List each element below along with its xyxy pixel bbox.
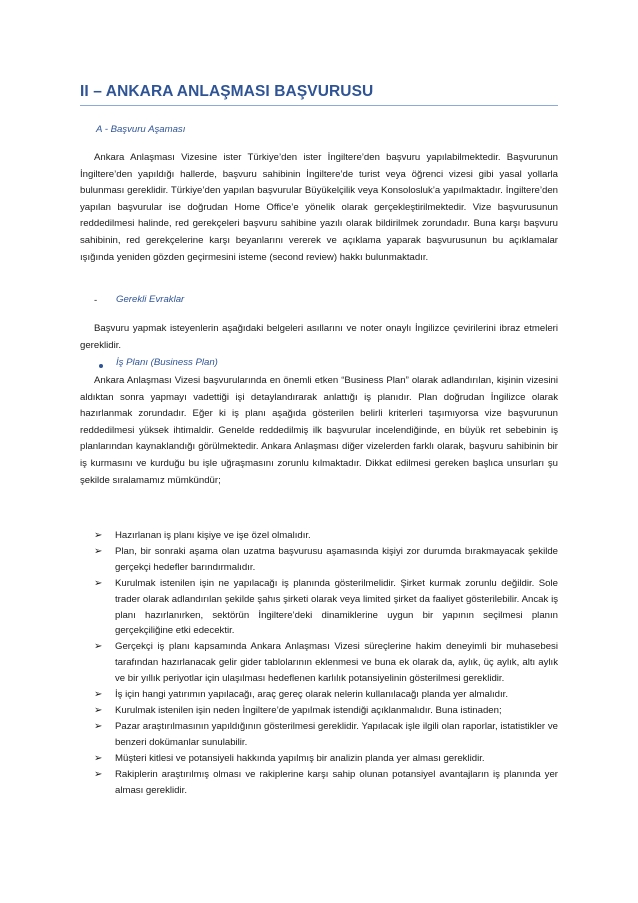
arrow-bullet-icon: ➢ bbox=[94, 704, 103, 716]
section-a-heading: A - Başvuru Aşaması bbox=[96, 124, 186, 135]
arrow-bullet-icon: ➢ bbox=[94, 689, 103, 701]
arrow-bullet-icon: ➢ bbox=[94, 752, 103, 764]
arrow-bullet-icon: ➢ bbox=[94, 530, 103, 541]
arrow-bullet-icon: ➢ bbox=[94, 720, 103, 732]
list-item bbox=[94, 544, 558, 576]
list-item bbox=[94, 639, 558, 687]
business-plan-paragraph: Ankara Anlaşması Vizesi başvurularında en önemli etken “Business Plan” olarak adlandırılan, kişinin vizesini aldıktan sonra yapmayı vadettiği işi detaylandırarak anlattığı iş planıdır. Plan doğrudan İngilizce olarak hazırlanmak zorundadır. Eğer ki iş planı aşağıda gösterilen belirli kriterleri taşımıyorsa vize başvurunun reddedilmesi yüksek ihtimaldir. Genelde reddedilmiş ilk başvurular incelendiğinde, en büyük ret sebebinin iş planlarından kaynaklandığı görülmektedir. Ankara Anlaşması diğer vizelerden farklı olarak, başvuru sahibinin bir iş kurmasını ve kurduğu bu işle uğraşmasını zorunlu kılmaktadır. Dikkat edilmesi gereken başlıca unsurları şu şekilde sıralamamız mümkündür; bbox=[80, 375, 558, 486]
list-item-text: Rakiplerin araştırılmış olması ve rakiplerine karşı sahip olunan potansiyel avantajların iş planında yer alması gereklidir. bbox=[115, 768, 558, 796]
bullet-dot-icon bbox=[99, 364, 103, 368]
required-docs-heading: Gerekli Evraklar bbox=[116, 294, 185, 305]
list-item bbox=[94, 751, 558, 767]
arrow-bullet-icon: ➢ bbox=[94, 577, 103, 589]
list-item-text: İş için hangi yatırımın yapılacağı, araç gereç olarak nelerin kullanılacağı planda yer almalıdır. bbox=[115, 689, 509, 701]
list-item-text: Hazırlanan iş planı kişiye ve işe özel olmalıdır. bbox=[115, 530, 311, 541]
page-title: II – ANKARA ANLAŞMASI BAŞVURUSU bbox=[80, 83, 374, 100]
list-item bbox=[94, 528, 558, 544]
list-item-text: Pazar araştırılmasının yapıldığının gösterilmesi gereklidir. Yapılacak işle ilgili olan raporlar, istatistikler ve benzeri dokümanlar sunulabilir. bbox=[115, 720, 558, 748]
list-item bbox=[94, 576, 558, 640]
list-item-text: Müşteri kitlesi ve potansiyeli hakkında yapılmış bir analizin planda yer alması gereklidir. bbox=[115, 752, 485, 764]
dash-marker: - bbox=[94, 295, 98, 306]
criteria-list bbox=[94, 528, 558, 798]
docs-paragraph: Başvuru yapmak isteyenlerin aşağıdaki belgeleri asıllarını ve noter onaylı İngilizce çevirilerini ibraz etmeleri gereklidir. bbox=[80, 323, 558, 351]
list-item bbox=[94, 767, 558, 799]
title-underline bbox=[80, 105, 558, 106]
arrow-bullet-icon: ➢ bbox=[94, 545, 103, 557]
arrow-bullet-icon: ➢ bbox=[94, 641, 103, 653]
list-item-text: Kurulmak istenilen işin neden İngiltere’de yapılmak istendiği açıklanmalıdır. Buna istinaden; bbox=[115, 704, 502, 716]
list-item-text: Kurulmak istenilen işin ne yapılacağı iş planında gösterilmelidir. Şirket kurmak zorunlu değildir. Sole trader olarak adlandırılan şekilde şahıs şirketi olarak veya limited şirket da faaliyet gösterilebilir. Ancak iş planı hazırlanırken, sektörün İngiltere’deki dinamiklerine uygun bir yapının seçilmesi planın gerçekçiliğine etki edecektir. bbox=[115, 577, 558, 637]
list-item bbox=[94, 703, 558, 719]
arrow-bullet-icon: ➢ bbox=[94, 768, 103, 780]
intro-paragraph: Ankara Anlaşması Vizesine ister Türkiye’den ister İngiltere’den başvuru yapılabilmektedir. Başvurunun İngiltere’den yapıldığı hallerde, başvuru sahibinin İngiltere’de turist veya öğrenci vizesi gibi yasal yollarla bulunması gereklidir. Türkiye’den yapılan başvurular Büyükelçilik veya Konsolosluk’a yapılmaktadır. İngiltere’den yapılan başvurular ise doğrudan Home Office’e yönelik olarak gerçekleştirilmektedir. Vize başvurusunun reddedilmesi halinde, red gerekçeleri başvuru sahibine yazılı olarak bildirilmek zorundadır. Buna karşı başvuru sahibinin, red gerekçelerine karşı beyanlarını vererek ve açıklama yaparak başvurusunun bu açıklamalar ışığında yeniden gözden geçirmesini isteme (second review) hakkı bulunmaktadır. bbox=[80, 152, 558, 263]
list-item-text: Gerçekçi iş planı kapsamında Ankara Anlaşması Vizesi süreçlerine hakim deneyimli bir muhasebesi tarafından hazırlanacak gelir gider tablolarının eklenmesi ve buna ek olarak da, aylık, üç aylık, altı aylık ve bir yıllık periyotlar için ulaşılması hedeflenen karlılık potansiyelinin gösterilmesi gereklidir. bbox=[115, 641, 558, 685]
list-item bbox=[94, 719, 558, 751]
list-item bbox=[94, 687, 558, 703]
list-item-text: Plan, bir sonraki aşama olan uzatma başvurusu aşamasında kişiyi zor durumda bırakmayacak şekilde gerçekçi hedefler barındırmalıdır. bbox=[115, 545, 558, 573]
business-plan-heading: İş Planı (Business Plan) bbox=[116, 357, 218, 368]
